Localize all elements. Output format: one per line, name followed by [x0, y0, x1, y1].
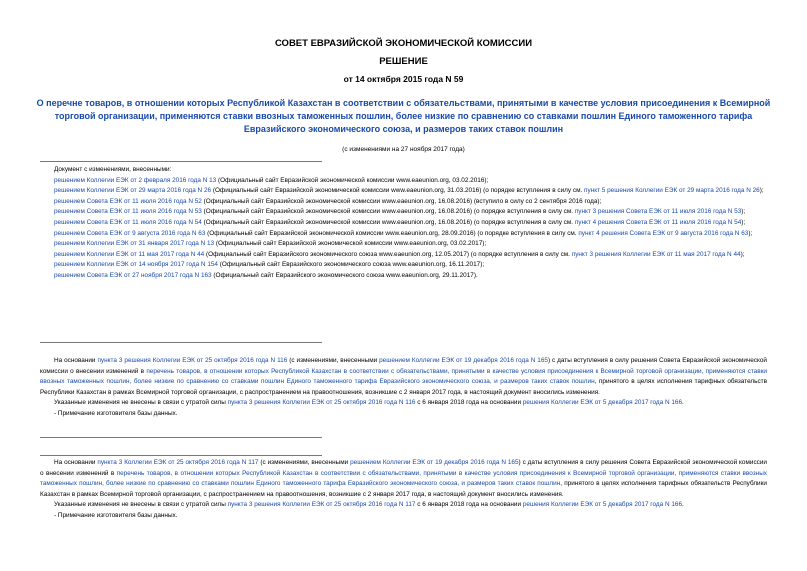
- doc-link[interactable]: перечень товаров, в отношении которых Республикой Казахстан в соответствии с обязательствами, принятыми в качестве условия присоединения к Всемирной торговой организации, применяются ставки ввозных таможенных пошлин, более низкие по сравнению со ставками пошлин Единого таможенного тарифа Евразийского экономического союза, и размеров таких ставок пошлин: [40, 469, 767, 488]
- doc-link[interactable]: пункта 3 решения Коллегии ЕЭК от 25 октября 2016 года N 116: [97, 357, 288, 364]
- doc-date: от 14 октября 2015 года N 59: [343, 74, 464, 84]
- doc-kind-heading: РЕШЕНИЕ: [379, 56, 428, 67]
- edition-link[interactable]: решением Коллегии ЕЭК от 11 мая 2017 года N 44: [54, 250, 205, 258]
- edition-ref-link[interactable]: пункт 4 решения Совета ЕЭК от 11 июля 2016 года N 54: [574, 218, 742, 226]
- edition-item: [40, 186, 767, 197]
- doc-link[interactable]: пункта 3 Коллегии ЕЭК от 25 октября 2016 года N 117: [97, 459, 259, 466]
- separator-rule: [40, 342, 322, 343]
- note-paragraph: Указанные изменения не внесены в связи с утратой силы пункта 3 решения Коллегии ЕЭК от 25 октября 2016 года N 116 с 6 января 2018 года на основании решения Коллегии ЕЭК от 5 декабря 2017 года N 166.: [54, 399, 684, 407]
- db-note: - Примечание изготовителя базы данных.: [54, 511, 178, 519]
- edition-link[interactable]: решением Коллегии ЕЭК от 2 февраля 2016 года N 13: [54, 176, 217, 184]
- doc-link[interactable]: решением Коллегии ЕЭК от 19 декабря 2016 года N 165: [379, 357, 548, 364]
- edition-text: (Официальный сайт Евразийской экономической комиссии www.eaeunion.org, 16.08.2016) (о порядке вступления в силу см.: [201, 218, 575, 226]
- edition-item: [40, 250, 767, 261]
- edition-item: [40, 197, 767, 208]
- edition-text: (Официальный сайт Евразийской экономической комиссии www.eaeunion.org, 28.09.2016) (о порядке вступления в силу см.: [205, 229, 579, 237]
- edition-text: (Официальный сайт Евразийского экономического союза www.eaeunion.org, 12.05.2017) (о порядке вступления в силу см.: [204, 250, 572, 258]
- edition-item: [40, 229, 767, 240]
- edition-link[interactable]: решением Совета ЕЭК от 27 ноября 2017 года N 163: [54, 271, 212, 279]
- edition-link[interactable]: решением Коллегии ЕЭК от 31 января 2017 года N 13: [54, 240, 215, 248]
- edition-item: [40, 260, 767, 271]
- edition-link[interactable]: решением Совета ЕЭК от 11 июля 2016 года N 53: [54, 208, 202, 216]
- edition-tail: );: [740, 250, 745, 258]
- edition-item: [40, 207, 767, 218]
- doc-link[interactable]: пункта 3 решения Коллегии ЕЭК от 25 октября 2016 года N 117: [227, 501, 416, 509]
- db-note: - Примечание изготовителя базы данных.: [54, 409, 178, 417]
- edition-ref-link[interactable]: пункт 4 решения Совета ЕЭК от 9 августа 2016 года N 63: [578, 229, 749, 237]
- edition-link[interactable]: решением Совета ЕЭК от 11 июля 2016 года N 52: [54, 197, 202, 205]
- editions-list: [40, 165, 767, 282]
- edition-ref-link[interactable]: пункт 3 решения Коллегии ЕЭК от 11 мая 2017 года N 44: [571, 250, 741, 258]
- edition-item: [40, 239, 767, 250]
- doc-link[interactable]: решением Коллегии ЕЭК от 19 декабря 2016 года N 165: [350, 459, 519, 466]
- separator-rule: [40, 455, 322, 456]
- note-block-2: [40, 458, 767, 522]
- edition-item: [40, 218, 767, 229]
- doc-link[interactable]: перечень товаров, в отношении которых Республикой Казахстан в соответствии с обязательствами, принятыми в качестве условия присоединения к Всемирной торговой организации, применяются ставки ввозных таможенных пошлин, более низкие по сравнению со ставками пошлин Единого таможенного тарифа Евразийского экономического союза, и размеров таких ставок пошлин: [40, 367, 767, 386]
- edition-tail: );: [741, 208, 746, 216]
- edition-link[interactable]: решением Коллегии ЕЭК от 14 ноября 2017 года N 154: [54, 261, 218, 269]
- edition-link[interactable]: решением Коллегии ЕЭК от 29 марта 2016 года N 26: [54, 187, 212, 195]
- edition-text: (Официальный сайт Евразийской экономической комиссии www.eaeunion.org, 31.03.2016) (о порядке вступления в силу см.: [211, 187, 585, 195]
- note-block-1: [40, 356, 767, 420]
- edition-text: (Официальный сайт Евразийского экономического союза www.eaeunion.org, 16.11.2017);: [218, 261, 485, 269]
- separator-rule: [40, 437, 322, 438]
- amended-note: (с изменениями на 27 ноября 2017 года): [342, 146, 465, 153]
- edition-link[interactable]: решением Совета ЕЭК от 9 августа 2016 года N 63: [54, 229, 206, 237]
- doc-link[interactable]: решения Коллегии ЕЭК от 5 декабря 2017 года N 166: [522, 399, 683, 407]
- edition-ref-link[interactable]: пункт 3 решения Совета ЕЭК от 11 июля 2016 года N 53: [574, 208, 742, 216]
- edition-text: (Официальный сайт Евразийской экономической комиссии www.eaeunion.org, 03.02.2017);: [214, 240, 487, 248]
- separator-rule: [40, 161, 322, 162]
- edition-item: [40, 176, 767, 187]
- edition-text: (Официальный сайт Евразийского экономического союза www.eaeunion.org, 29.11.2017).: [211, 271, 478, 279]
- edition-link[interactable]: решением Совета ЕЭК от 11 июля 2016 года N 54: [54, 218, 202, 226]
- note-paragraph: На основании пункта 3 Коллегии ЕЭК от 25 октября 2016 года N 117 (с изменениями, внесенными решением Коллегии ЕЭК от 19 декабря 2016 года N 165) с даты вступления в силу решения Совета Евразийской экономической комиссии о внесении изменений в перечень товаров, в отношении которых Республикой Казахстан в соответствии с обязательствами, принятыми в качестве условия присоединения к Всемирной торговой организации, применяются ставки ввозных таможенных пошлин, более низкие по сравнению со ставками пошлин Единого таможенного тарифа Евразийского экономического союза, и размеров таких ставок пошлин, принятого в целях исполнения тарифных обязательств Республики Казахстан в рамках Всемирной торговой организации, с распространением на правоотношения, возникшие с 2 января 2017 года, в настоящий документ вносились изменения.: [40, 459, 767, 498]
- doc-link[interactable]: пункта 3 решения Коллегии ЕЭК от 25 октября 2016 года N 116: [227, 399, 416, 407]
- edition-tail: );: [741, 218, 746, 226]
- note-paragraph: На основании пункта 3 решения Коллегии ЕЭК от 25 октября 2016 года N 116 (с изменениями, внесенными решением Коллегии ЕЭК от 19 декабря 2016 года N 165) с даты вступления в силу решения Совета Евразийской экономической комиссии о внесении изменений в перечень товаров, в отношении которых Республикой Казахстан в соответствии с обязательствами, принятыми в качестве условия присоединения к Всемирной торговой организации, применяются ставки ввозных таможенных пошлин, более низкие по сравнению со ставками пошлин Единого таможенного тарифа Евразийского экономического союза, и размеров таких ставок пошлин, принятого в целях исполнения тарифных обязательств Республики Казахстан в рамках Всемирной торговой организации, с распространением на правоотношения, возникшие с 2 января 2017 года, в настоящий документ вносились изменения.: [40, 357, 767, 396]
- edition-text: (Официальный сайт Евразийской экономической комиссии www.eaeunion.org, 03.02.2016);: [216, 176, 489, 184]
- edition-text: (Официальный сайт Евразийской экономической комиссии www.eaeunion.org, 16.08.2016) (о порядке вступления в силу см.: [201, 208, 575, 216]
- note-paragraph: Указанные изменения не внесены в связи с утратой силы пункта 3 решения Коллегии ЕЭК от 25 октября 2016 года N 117 с 6 января 2018 года на основании решения Коллегии ЕЭК от 5 декабря 2017 года N 166.: [54, 501, 684, 509]
- edition-tail: );: [759, 187, 764, 195]
- editions-intro: Документ с изменениями, внесенными:: [54, 166, 172, 173]
- edition-text: (Официальный сайт Евразийской экономической комиссии www.eaeunion.org, 16.08.2016) (вступило в силу со 2 сентября 2016 года);: [201, 197, 602, 205]
- org-heading: СОВЕТ ЕВРАЗИЙСКОЙ ЭКОНОМИЧЕСКОЙ КОМИССИИ: [274, 38, 533, 49]
- edition-tail: );: [748, 229, 753, 237]
- edition-item: [40, 271, 767, 282]
- doc-title: О перечне товаров, в отношении которых Республикой Казахстан в соответствии с обязательствами, принятыми в качестве условия присоединения к Всемирной торговой организации, применяются ставки ввозных таможенных пошлин, более низкие по сравнению со ставками пошлин Единого таможенного тарифа Евразийского экономического союза, и размеров таких ставок пошлин: [36, 98, 771, 134]
- doc-link[interactable]: решения Коллегии ЕЭК от 5 декабря 2017 года N 166: [522, 501, 683, 509]
- edition-ref-link[interactable]: пункт 5 решения Коллегии ЕЭК от 29 марта 2016 года N 26: [584, 187, 760, 195]
